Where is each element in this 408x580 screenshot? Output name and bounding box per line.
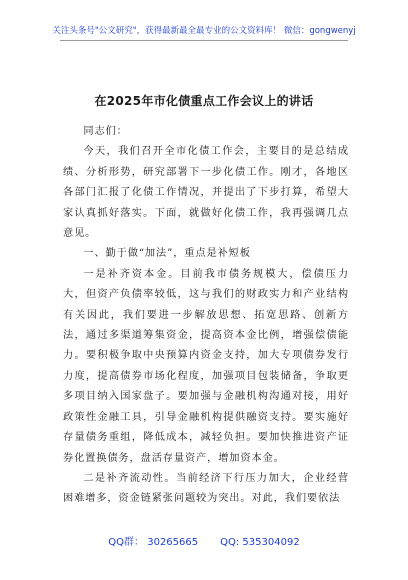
paragraph-intro: 今天，我们召开全市化债工作会，主要目的是总结成绩、分析形势，研究部署下一步化债工作。刚才，各地区各部门汇报了化债工作情况，并提出了下步打算，希望大家认真抓好落实。下面，就做好化债工作，我再强调几点意见。 bbox=[63, 146, 349, 240]
document-title: 在2025年市化债重点工作会议上的讲话 bbox=[94, 94, 314, 108]
promo-banner: 关注头条号"公文研究"，获得最新最全最专业的公文资料库！ 微信：gongwenyj bbox=[52, 26, 356, 36]
salutation: 同志们： bbox=[83, 126, 128, 137]
qq-group-number: QQ群： 30265665 bbox=[108, 537, 199, 548]
section-heading-1: 一、勤于做“加法”，重点是补短板 bbox=[83, 248, 251, 260]
document-body bbox=[63, 122, 349, 510]
header-divider bbox=[60, 40, 348, 41]
qq-contact-number: QQ: 535304092 bbox=[220, 537, 300, 548]
paragraph-liquidity: 二是补齐流动性。当前经济下行压力加大，企业经营困难增多，资金链紧张问题较为突出。对此，我们要依法 bbox=[63, 472, 349, 505]
contact-footer bbox=[0, 533, 408, 548]
paragraph-capital: 一是补齐资本金。目前我市债务规模大，偿债压力大，但资产负债率较低，这与我们的财政实力和产业结构有关因此，我们要进一步解放思想、拓宽思路、创新方法，通过多渠道筹集资金，提高资本金比例，增强偿债能力。要积极争取中央预算内资金支持，加大专项债券发行力度，提高债券市场化程度，加强项目包装储备，争取更多项目纳入国家盘子。要加强与金融机构沟通对接，用好政策性金融工具，引导金融机构提供融资支持。要实施好存量债务重组，降低成本，减轻负担。要加快推进资产证券化置换债务，盘活存量资产，增加资本金。 bbox=[63, 268, 349, 464]
